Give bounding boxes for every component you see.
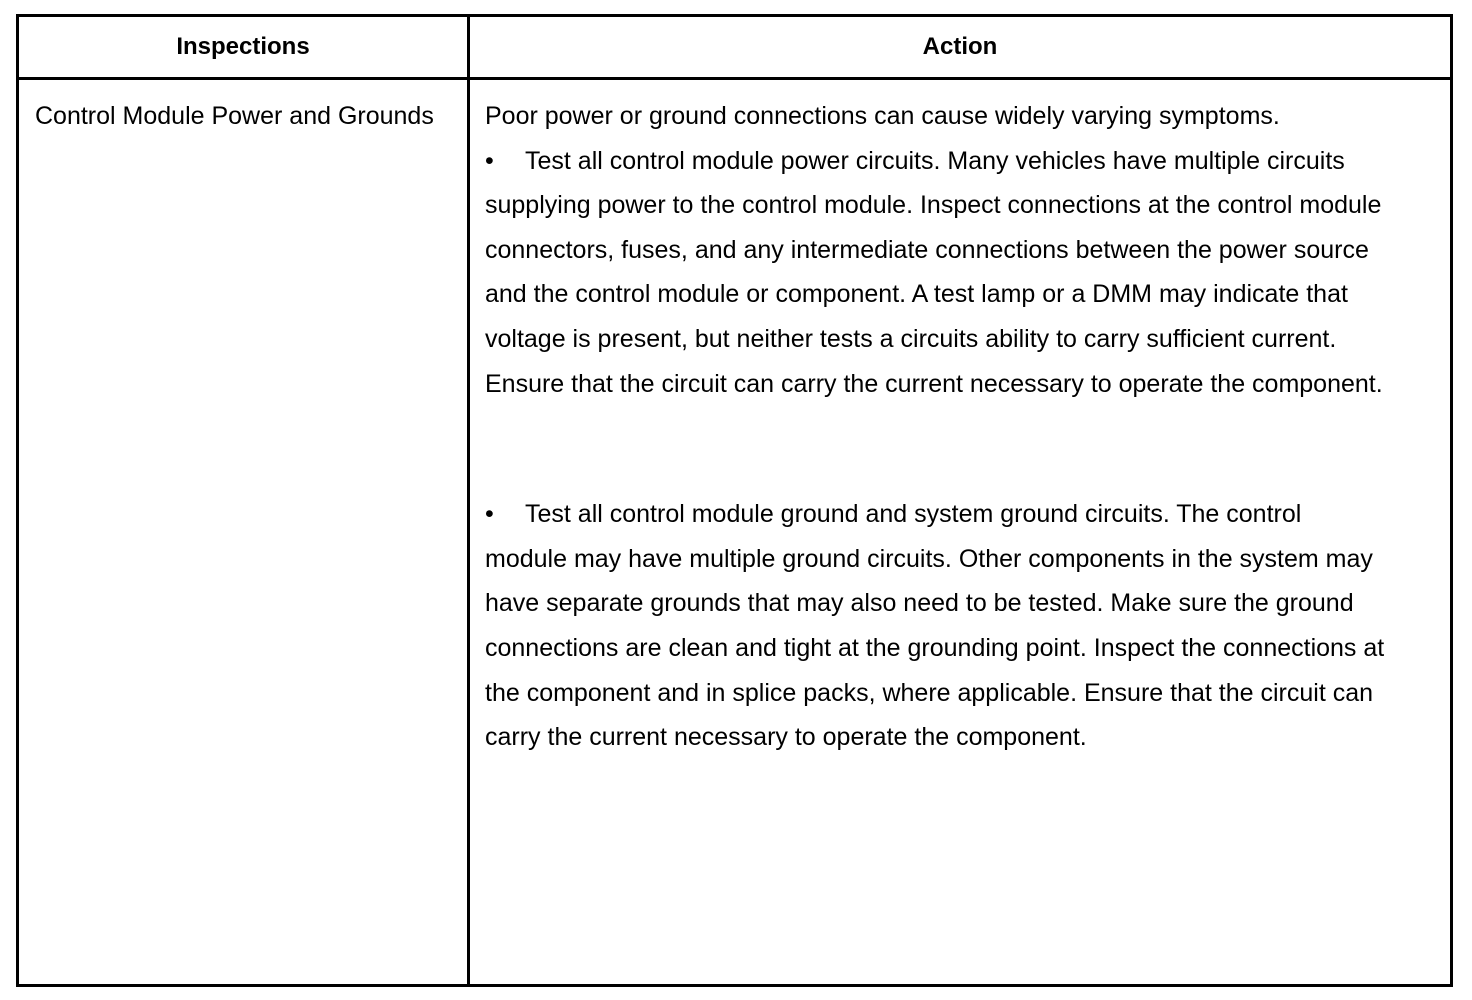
- inspection-cell: Control Module Power and Grounds: [35, 102, 434, 130]
- inspection-table: [16, 14, 1453, 987]
- column-divider: [467, 17, 470, 984]
- bullet-marker: •: [485, 146, 494, 175]
- bullet-marker: •: [485, 500, 494, 529]
- action-cell: [485, 94, 1385, 760]
- bullet-text: Test all control module power circuits. Many vehicles have multiple circuits supplying power to the control module. Inspect connections at the control module connectors, fuses, and any intermediate connections between the power source and the control module or component. A test lamp or a DMM may indicate that voltage is present, but neither tests a circuits ability to carry sufficient current. Ensure that the circuit can carry the current necessary to operate the component.: [485, 146, 1383, 398]
- header-divider: [19, 77, 1450, 80]
- header-inspections: Inspections: [176, 33, 310, 60]
- action-bullet-power: [485, 139, 1385, 407]
- bullet-text: Test all control module ground and system ground circuits. The control module may have multiple ground circuits. Other components in the system may have separate grounds that may also need to be tested. Make sure the ground connections are clean and tight at the grounding point. Inspect the connections at the component and in splice packs, where applicable. Ensure that the circuit can carry the current necessary to operate the component.: [485, 500, 1385, 752]
- paragraph-gap: [485, 406, 1385, 492]
- action-bullet-ground: [485, 492, 1385, 760]
- header-action: Action: [922, 33, 998, 60]
- action-intro: Poor power or ground connections can cause widely varying symptoms.: [485, 102, 1280, 130]
